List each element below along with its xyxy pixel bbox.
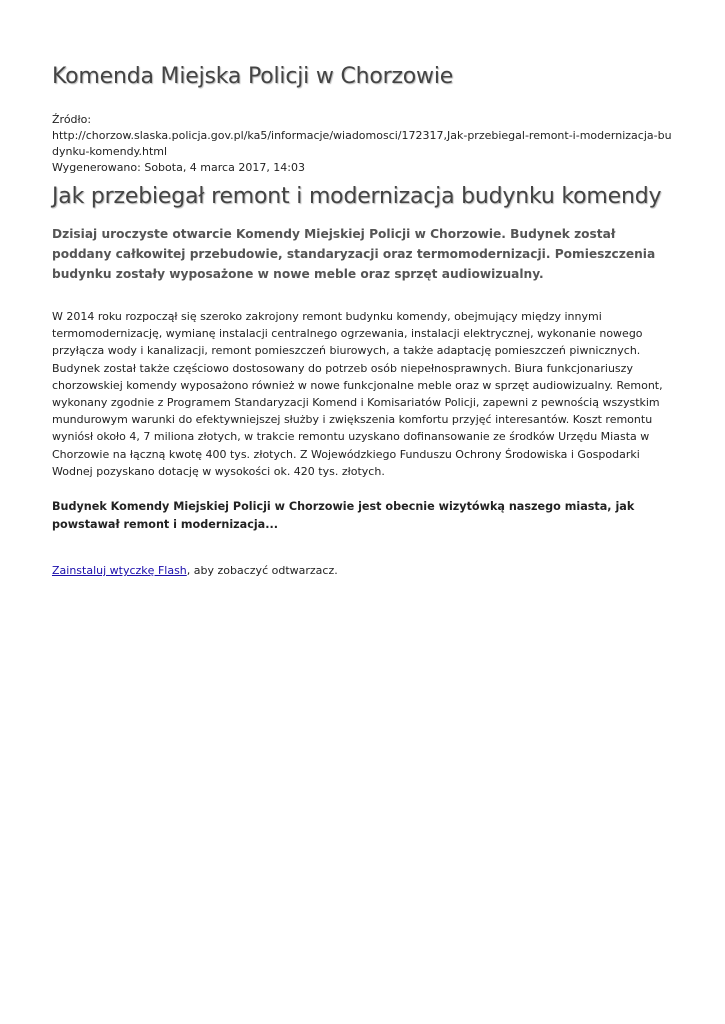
article-closing: Budynek Komendy Miejskiej Policji w Chorzowie jest obecnie wizytówką naszego miasta, jak powstawał remont i modernizacja... (52, 500, 635, 532)
document-page (52, 60, 674, 579)
source-url: http://chorzow.slaska.policja.gov.pl/ka5/informacje/wiadomosci/172317,Jak-przebiegal-remont-i-modernizacja-budynku-komendy.html (52, 129, 672, 158)
generated-date: Wygenerowano: Sobota, 4 marca 2017, 14:03 (52, 161, 306, 174)
article-lead: Dzisiaj uroczyste otwarcie Komendy Miejskiej Policji w Chorzowie. Budynek został poddany całkowitej przebudowie, standaryzacji oraz termomodernizacji. Pomieszczenia budynku zostały wyposażone w nowe meble oraz sprzęt audiowizualny. (52, 227, 656, 281)
article-body: W 2014 roku rozpoczął się szeroko zakrojony remont budynku komendy, obejmujący między innymi termomodernizację, wymianę instalacji centralnego ogrzewania, instalacji elektrycznej, wykonanie nowego przyłącza wody i kanalizacji, remont pomieszczeń biurowych, a także adaptację pomieszczeń piwnicznych. Budynek został także częściowo dostosowany do potrzeb osób niepełnosprawnych. Biura funkcjonariuszy chorzowskiej komendy wyposażono również w nowe funkcjonalne meble oraz w sprzęt audiowizualny. Remont, wykonany zgodnie z Programem Standaryzacji Komend i Komisariatów Policji, zapewni z pewnością wszystkim mundurowym warunki do efektywniejszej służby i zwiększenia komfortu przyjęć interesantów. Koszt remontu wyniósł około 4, 7 miliona złotych, w trakcie remontu uzyskano dofinansowanie ze środków Urzędu Miasta w Chorzowie na łączną kwotę 400 tys. złotych. Z Wojewódzkiego Funduszu Ochrony Środowiska i Gospodarki Wodnej pozyskano dotację w wysokości ok. 420 tys. złotych. (52, 310, 663, 478)
document-meta (52, 112, 674, 176)
source-label: Źródło: (52, 113, 92, 126)
install-flash-link[interactable]: Zainstaluj wtyczkę Flash (52, 564, 187, 578)
article-title: Jak przebiegał remont i modernizacja budynku komendy (52, 184, 662, 209)
site-title: Komenda Miejska Policji w Chorzowie (52, 64, 454, 89)
flash-notice-suffix: , aby zobaczyć odtwarzacz. (186, 564, 338, 578)
flash-notice (52, 563, 674, 579)
